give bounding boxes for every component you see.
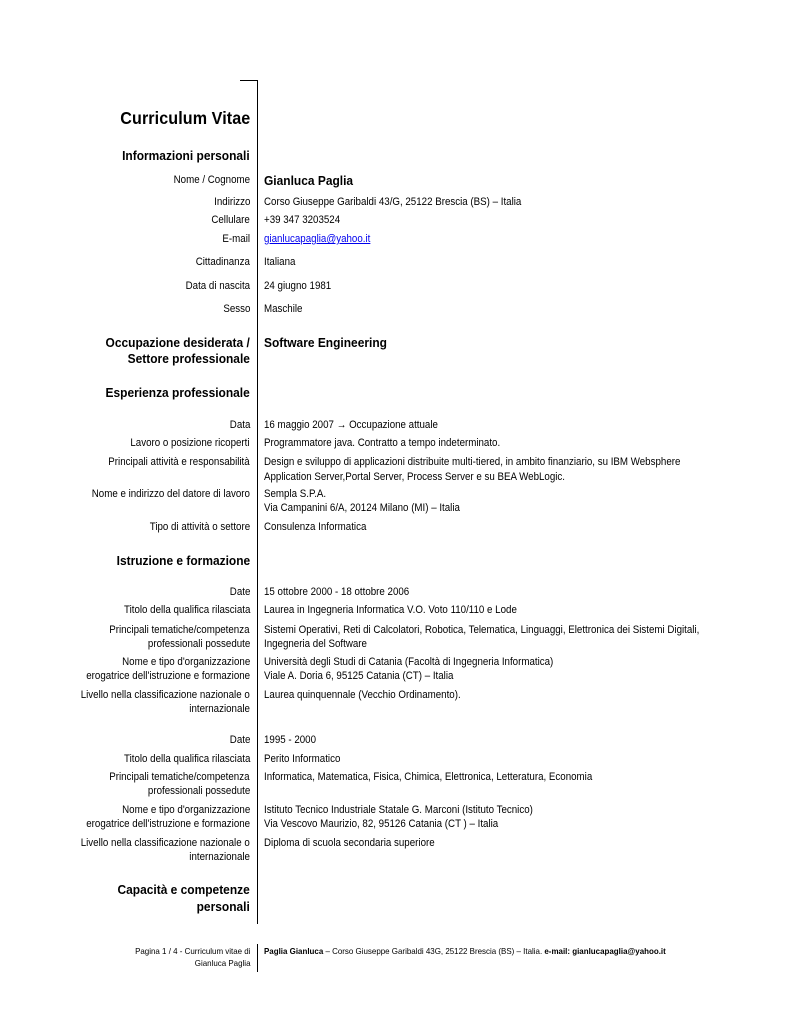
divider-top-tick [240, 80, 258, 81]
exp-employer-line2: Via Campanini 6/A, 20124 Milano (MI) – Italia [264, 502, 460, 514]
exp-job-value: Programmatore java. Contratto a tempo indeterminato. [264, 437, 501, 449]
email-link[interactable]: gianlucapaglia@yahoo.it [264, 233, 371, 245]
birth-label: Data di nascita [185, 280, 250, 292]
edu2-org-value-2: Via Vescovo Maurizio, 82, 95126 Catania (CT ) – Italia [264, 818, 499, 830]
edu2-subjects-value-1: Informatica, Matematica, Fisica, Chimica, Elettronica, Letteratura, Economia [264, 771, 593, 783]
footer-divider [257, 944, 258, 972]
edu2-org-label-1: Nome e tipo d'organizzazione [121, 804, 250, 816]
edu2-level-label-2: internazionale [189, 851, 250, 863]
document-title: Curriculum Vitae [119, 108, 250, 128]
sex-label: Sesso [222, 303, 250, 315]
address-value: Corso Giuseppe Garibaldi 43/G, 25122 Brescia (BS) – Italia [264, 196, 522, 208]
edu1-level-value: Laurea quinquennale (Vecchio Ordinamento). [264, 689, 461, 701]
edu1-date-label: Date [229, 586, 250, 598]
name-value: Gianluca Paglia [264, 173, 354, 188]
edu1-subjects-value-1: Sistemi Operativi, Reti di Calcolatori, Robotica, Telematica, Linguaggi, Elettronica dei Sistemi Digitali, [264, 624, 700, 636]
skills-title-line2: personali [196, 899, 250, 914]
edu2-date-value: 1995 - 2000 [264, 734, 317, 746]
skills-title-line1: Capacità e competenze [117, 882, 250, 897]
sex-value: Maschile [264, 303, 303, 315]
exp-job-label: Lavoro o posizione ricoperti [130, 437, 250, 449]
mobile-label: Cellulare [211, 214, 250, 226]
edu2-subjects-label-2: professionali possedute [147, 785, 250, 797]
footer-name: Paglia Gianluca [264, 946, 324, 956]
exp-employer-line1: Sempla S.P.A. [264, 488, 327, 500]
exp-sector-value: Consulenza Informatica [264, 521, 367, 533]
footer-author: Gianluca Paglia [194, 958, 250, 968]
section-education-title: Istruzione e formazione [116, 553, 250, 568]
edu2-org-value-1: Istituto Tecnico Industriale Statale G. Marconi (Istituto Tecnico) [264, 804, 533, 816]
email-label: E-mail [222, 233, 250, 245]
footer-email: e-mail: gianlucapaglia@yahoo.it [544, 946, 666, 956]
edu1-org-value-2: Viale A. Doria 6, 95125 Catania (CT) – Italia [264, 670, 454, 682]
occupation-title-line1: Occupazione desiderata / [105, 335, 250, 350]
edu1-org-label-2: erogatrice dell'istruzione e formazione [86, 670, 250, 682]
edu1-date-value: 15 ottobre 2000 - 18 ottobre 2006 [264, 586, 410, 598]
edu2-level-label-1: Livello nella classificazione nazionale o [80, 837, 250, 849]
section-personal-title: Informazioni personali [122, 148, 250, 163]
birth-value: 24 giugno 1981 [264, 280, 332, 292]
column-divider [257, 80, 258, 924]
citizenship-value: Italiana [264, 256, 296, 268]
footer-address: – Corso Giuseppe Garibaldi 43G, 25122 Brescia (BS) – Italia. [323, 946, 545, 956]
exp-date-label: Data [229, 419, 250, 431]
edu2-subjects-label-1: Principali tematiche/competenza [109, 771, 250, 783]
edu2-qualification-label: Titolo della qualifica rilasciata [123, 753, 250, 765]
footer-page-info: Pagina 1 / 4 - Curriculum vitae di [134, 946, 250, 956]
occupation-title-line2: Settore professionale [127, 351, 250, 366]
citizenship-label: Cittadinanza [195, 256, 250, 268]
edu1-subjects-value-2: Ingegneria del Software [264, 638, 367, 650]
exp-sector-label: Tipo di attività o settore [149, 521, 250, 533]
mobile-value: +39 347 3203524 [264, 214, 341, 226]
edu2-level-value: Diploma di scuola secondaria superiore [264, 837, 435, 849]
exp-activities-line2: Application Server,Portal Server, Process Server e su BEA WebLogic. [264, 471, 566, 483]
edu1-subjects-label-2: professionali possedute [147, 638, 250, 650]
exp-activities-label: Principali attività e responsabilità [108, 456, 250, 468]
footer-left [135, 945, 250, 969]
edu2-qualification-value: Perito Informatico [264, 753, 341, 765]
footer-right [264, 945, 666, 957]
edu1-org-label-1: Nome e tipo d'organizzazione [121, 656, 250, 668]
edu2-date-label: Date [229, 734, 250, 746]
edu1-level-label-1: Livello nella classificazione nazionale o [80, 689, 250, 701]
edu2-org-label-2: erogatrice dell'istruzione e formazione [86, 818, 250, 830]
edu1-qualification-label: Titolo della qualifica rilasciata [123, 604, 250, 616]
exp-activities-line1: Design e sviluppo di applicazioni distribuite multi-tiered, in ambito finanziario, su IBM Websphere [264, 456, 681, 468]
edu1-org-value-1: Università degli Studi di Catania (Facoltà di Ingegneria Informatica) [264, 656, 554, 668]
address-label: Indirizzo [213, 196, 250, 208]
exp-employer-label: Nome e indirizzo del datore di lavoro [91, 488, 250, 500]
occupation-value: Software Engineering [264, 335, 387, 350]
edu1-qualification-value: Laurea in Ingegneria Informatica V.O. Voto 110/110 e Lode [264, 604, 517, 616]
exp-date-value: 16 maggio 2007 → Occupazione attuale [264, 419, 438, 431]
edu1-level-label-2: internazionale [189, 703, 250, 715]
name-label: Nome / Cognome [173, 174, 250, 186]
edu1-subjects-label-1: Principali tematiche/competenza [109, 624, 250, 636]
section-experience-title: Esperienza professionale [105, 385, 250, 400]
